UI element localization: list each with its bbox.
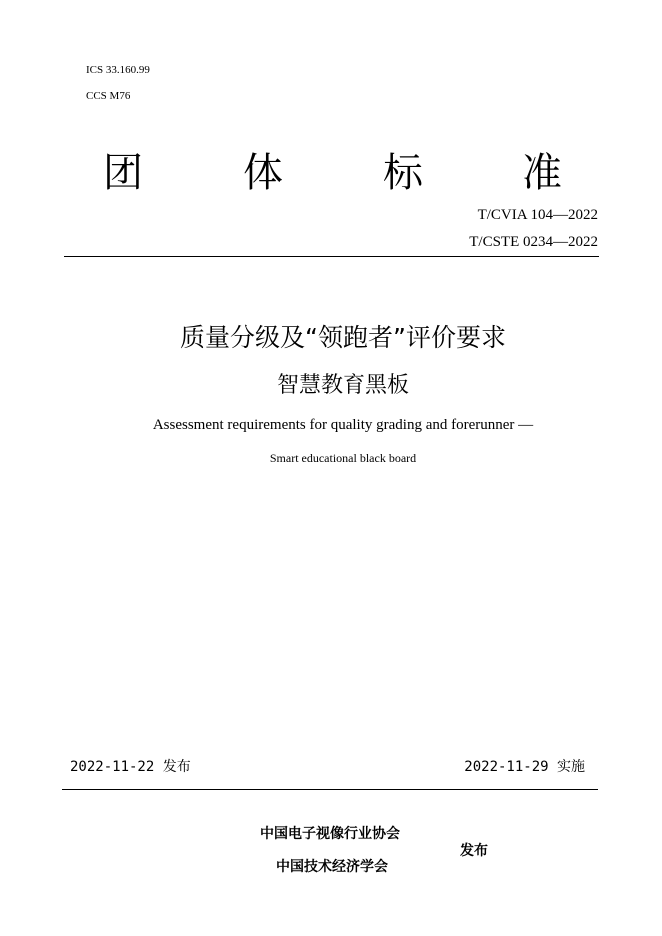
header-divider [64, 256, 599, 257]
document-title-zh: 质量分级及“领跑者”评价要求 [180, 323, 506, 352]
publish-label: 发布 [460, 843, 488, 859]
document-subtitle-zh: 智慧教育黑板 [276, 373, 409, 398]
publisher-org-1: 中国电子视像行业协会 [260, 826, 400, 842]
standard-number-cste: T/CSTE 0234—2022 [469, 234, 598, 250]
document-title-en: Assessment requirements for quality grading and forerunner — [152, 417, 534, 433]
standard-type-char-4: 准 [522, 150, 562, 196]
standard-type-char-1: 团 [103, 150, 143, 196]
publisher-org-2: 中国技术经济学会 [276, 859, 388, 875]
standard-number-cvia: T/CVIA 104—2022 [477, 207, 598, 223]
standard-type-char-2: 体 [243, 150, 283, 196]
ics-code: ICS 33.160.99 [86, 64, 150, 76]
ccs-code: CCS M76 [86, 90, 131, 102]
publish-date: 2022-11-22 发布 [70, 759, 191, 775]
implement-date: 2022-11-29 实施 [464, 759, 585, 775]
document-subtitle-en: Smart educational black board [269, 451, 417, 465]
standard-type-char-3: 标 [383, 150, 423, 196]
footer-divider [62, 789, 598, 790]
